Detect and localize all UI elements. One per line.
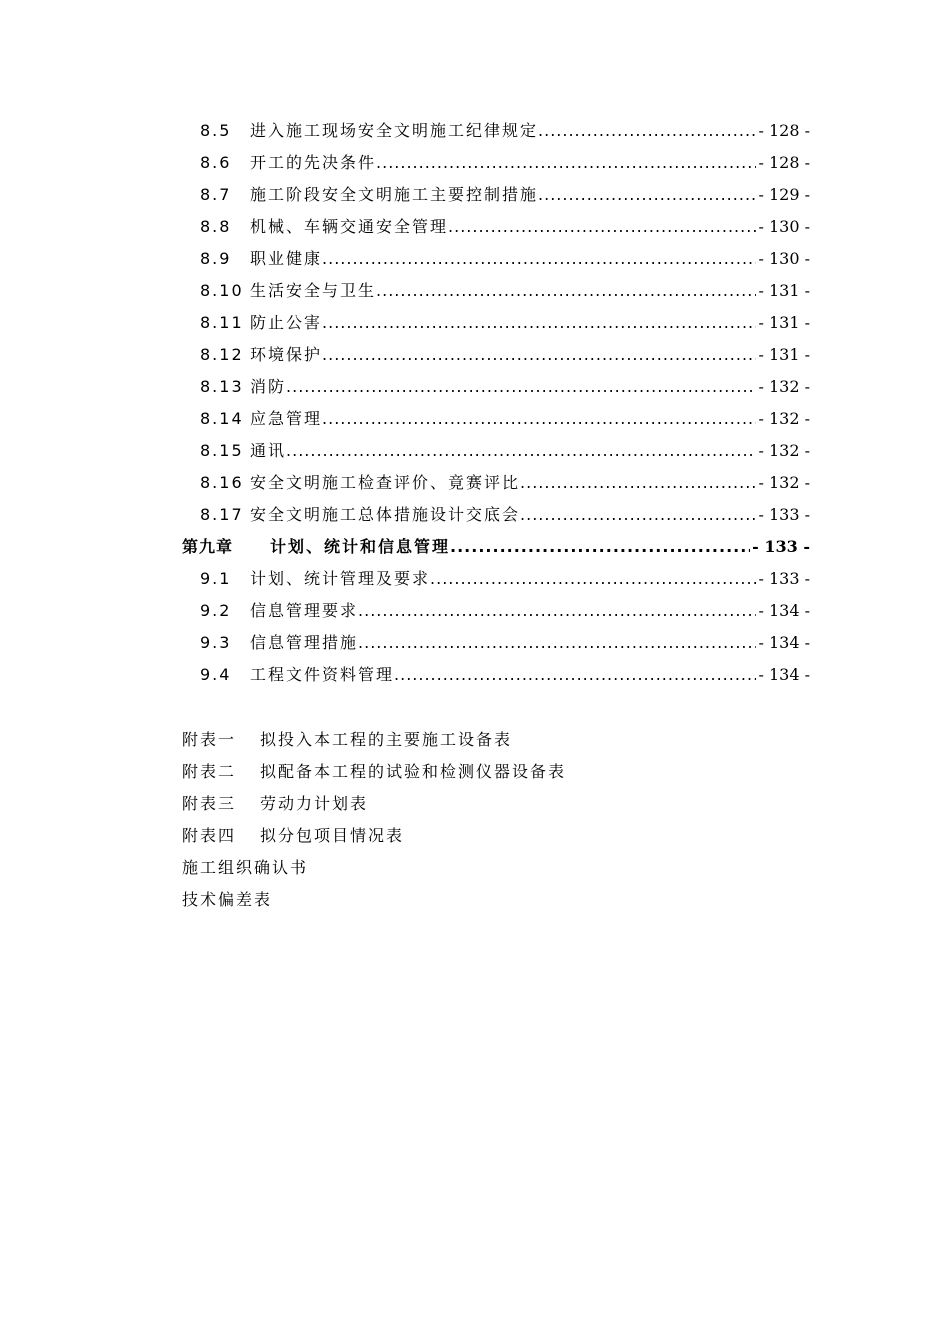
toc-dot-leader bbox=[286, 377, 756, 396]
toc-entry-number: 8.13 bbox=[200, 377, 244, 396]
toc-entry-title: 安全文明施工总体措施设计交底会 bbox=[250, 505, 521, 524]
toc-entry-title: 开工的先决条件 bbox=[250, 153, 377, 172]
appendix-item[interactable] bbox=[182, 884, 566, 916]
toc-entry-number: 8.15 bbox=[200, 441, 244, 460]
appendix-list bbox=[182, 724, 566, 916]
toc-entry-8-15[interactable] bbox=[182, 438, 810, 470]
toc-dot-leader bbox=[376, 281, 756, 300]
appendix-item[interactable] bbox=[182, 820, 566, 852]
toc-entry-8-7[interactable] bbox=[182, 182, 810, 214]
toc-entry-page: - 131 - bbox=[758, 345, 810, 364]
toc-entry-title: 信息管理措施 bbox=[250, 633, 359, 652]
toc-entry-number: 8.10 bbox=[200, 281, 244, 300]
toc-entry-9-1[interactable] bbox=[182, 566, 810, 598]
toc-dot-leader bbox=[376, 153, 756, 172]
appendix-item[interactable] bbox=[182, 788, 566, 820]
toc-dot-leader bbox=[520, 473, 756, 492]
toc-entry-8-16[interactable] bbox=[182, 470, 810, 502]
toc-entry-title: 消防 bbox=[250, 377, 287, 396]
toc-dot-leader bbox=[358, 633, 756, 652]
table-of-contents bbox=[182, 118, 810, 694]
appendix-number: 附表四 bbox=[182, 826, 237, 845]
toc-entry-title: 安全文明施工检查评价、竟赛评比 bbox=[250, 473, 521, 492]
toc-entry-title: 职业健康 bbox=[250, 249, 323, 268]
toc-entry-8-14[interactable] bbox=[182, 406, 810, 438]
toc-entry-page: - 131 - bbox=[758, 313, 810, 332]
toc-entry-number: 8.11 bbox=[200, 313, 244, 332]
toc-entry-number: 8.14 bbox=[200, 409, 244, 428]
appendix-item[interactable] bbox=[182, 724, 566, 756]
toc-entry-page: - 128 - bbox=[758, 121, 810, 140]
toc-entry-number: 8.17 bbox=[200, 505, 244, 524]
toc-chapter-9[interactable] bbox=[182, 534, 810, 566]
toc-entry-page: - 128 - bbox=[758, 153, 810, 172]
toc-entry-page: - 130 - bbox=[758, 249, 810, 268]
toc-entry-number: 9.3 bbox=[200, 633, 232, 652]
toc-entry-page: - 132 - bbox=[758, 377, 810, 396]
toc-entry-page: - 131 - bbox=[758, 281, 810, 300]
toc-chapter-number: 第九章 bbox=[182, 537, 234, 556]
toc-entry-8-5[interactable] bbox=[182, 118, 810, 150]
toc-dot-leader bbox=[322, 249, 756, 268]
toc-dot-leader bbox=[394, 665, 756, 684]
toc-entry-page: - 134 - bbox=[758, 633, 810, 652]
toc-entry-title: 环境保护 bbox=[250, 345, 323, 364]
toc-dot-leader bbox=[538, 121, 756, 140]
toc-dot-leader bbox=[358, 601, 756, 620]
toc-entry-number: 8.7 bbox=[200, 185, 232, 204]
toc-chapter-title: 计划、统计和信息管理 bbox=[270, 537, 451, 556]
toc-entry-page: - 132 - bbox=[758, 409, 810, 428]
toc-dot-leader bbox=[322, 409, 756, 428]
toc-dot-leader bbox=[450, 537, 750, 556]
toc-entry-page: - 129 - bbox=[758, 185, 810, 204]
toc-dot-leader bbox=[430, 569, 756, 588]
appendix-title: 施工组织确认书 bbox=[182, 858, 309, 877]
toc-entry-number: 8.5 bbox=[200, 121, 232, 140]
toc-entry-number: 8.16 bbox=[200, 473, 244, 492]
toc-entry-page: - 134 - bbox=[758, 665, 810, 684]
toc-entry-number: 8.6 bbox=[200, 153, 232, 172]
toc-entry-number: 9.4 bbox=[200, 665, 232, 684]
toc-entry-title: 应急管理 bbox=[250, 409, 323, 428]
toc-dot-leader bbox=[538, 185, 756, 204]
appendix-title: 拟配备本工程的试验和检测仪器设备表 bbox=[260, 762, 567, 781]
appendix-item[interactable] bbox=[182, 756, 566, 788]
appendix-number: 附表二 bbox=[182, 762, 237, 781]
toc-entry-number: 8.9 bbox=[200, 249, 232, 268]
appendix-title: 劳动力计划表 bbox=[260, 794, 369, 813]
toc-entry-8-8[interactable] bbox=[182, 214, 810, 246]
toc-entry-page: - 133 - bbox=[758, 569, 810, 588]
toc-entry-8-9[interactable] bbox=[182, 246, 810, 278]
appendix-number: 附表一 bbox=[182, 730, 237, 749]
toc-entry-8-17[interactable] bbox=[182, 502, 810, 534]
toc-entry-page: - 132 - bbox=[758, 473, 810, 492]
toc-entry-title: 计划、统计管理及要求 bbox=[250, 569, 431, 588]
appendix-number: 附表三 bbox=[182, 794, 237, 813]
toc-entry-8-11[interactable] bbox=[182, 310, 810, 342]
toc-entry-9-4[interactable] bbox=[182, 662, 810, 694]
toc-entry-number: 8.8 bbox=[200, 217, 232, 236]
toc-dot-leader bbox=[448, 217, 756, 236]
toc-entry-title: 信息管理要求 bbox=[250, 601, 359, 620]
toc-entry-page: - 134 - bbox=[758, 601, 810, 620]
toc-entry-title: 生活安全与卫生 bbox=[250, 281, 377, 300]
toc-entry-number: 8.12 bbox=[200, 345, 244, 364]
toc-dot-leader bbox=[322, 313, 756, 332]
toc-dot-leader bbox=[520, 505, 756, 524]
toc-dot-leader bbox=[322, 345, 756, 364]
toc-entry-title: 进入施工现场安全文明施工纪律规定 bbox=[250, 121, 539, 140]
toc-dot-leader bbox=[286, 441, 756, 460]
toc-entry-number: 9.2 bbox=[200, 601, 232, 620]
toc-entry-title: 工程文件资料管理 bbox=[250, 665, 395, 684]
toc-entry-8-10[interactable] bbox=[182, 278, 810, 310]
toc-entry-title: 施工阶段安全文明施工主要控制措施 bbox=[250, 185, 539, 204]
appendix-title: 技术偏差表 bbox=[182, 890, 273, 909]
toc-entry-title: 通讯 bbox=[250, 441, 287, 460]
toc-entry-8-12[interactable] bbox=[182, 342, 810, 374]
toc-entry-8-6[interactable] bbox=[182, 150, 810, 182]
toc-entry-title: 机械、车辆交通安全管理 bbox=[250, 217, 449, 236]
toc-entry-page: - 133 - bbox=[758, 505, 810, 524]
appendix-title: 拟投入本工程的主要施工设备表 bbox=[260, 730, 513, 749]
toc-entry-page: - 130 - bbox=[758, 217, 810, 236]
toc-entry-number: 9.1 bbox=[200, 569, 232, 588]
toc-chapter-page: - 133 - bbox=[752, 537, 810, 556]
appendix-item[interactable] bbox=[182, 852, 566, 884]
appendix-title: 拟分包项目情况表 bbox=[260, 826, 405, 845]
toc-entry-8-13[interactable] bbox=[182, 374, 810, 406]
toc-entry-page: - 132 - bbox=[758, 441, 810, 460]
toc-entry-9-3[interactable] bbox=[182, 630, 810, 662]
toc-entry-9-2[interactable] bbox=[182, 598, 810, 630]
toc-entry-title: 防止公害 bbox=[250, 313, 323, 332]
